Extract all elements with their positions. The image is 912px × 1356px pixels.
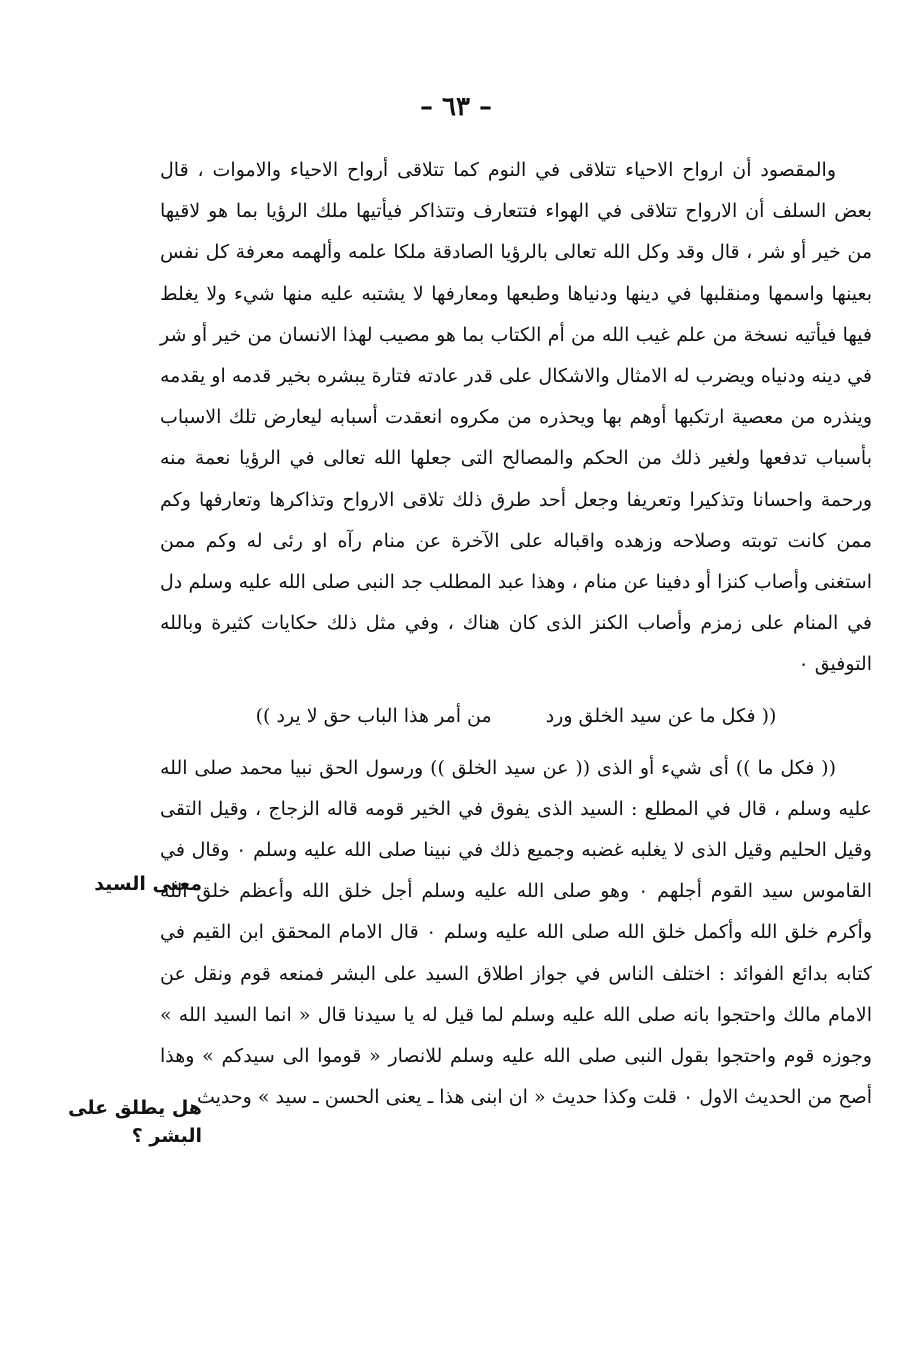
sidenote-meaning-of-sayyid: معنى السيد bbox=[94, 873, 202, 895]
sidenote-applied-to-humans: هل يطلق على البشر ؟ bbox=[68, 1097, 202, 1147]
paragraph-1: والمقصود أن ارواح الاحياء تتلاقى في النوم كما تتلاقى أرواح الاحياء والاموات ، قال بعض السلف أن الارواح تتلاقى في الهواء فتتعارف وتتذاكر فيأتيها ملك الرؤيا بما هو لاقيها من خير أو شر ، قال وقد وكل الله تعالى بالرؤيا الصادقة ملكا علمه وألهمه معرفة كل نفس بعينها واسمها ومنقلبها في دينها ودنياها وطبعها ومعارفها لا يشتبه عليه منها شيء ولا يغلط فيها فيأتيه نسخة من علم غيب الله من أم الكتاب بما هو مصيب لهذا الانسان من خير أو شر في دينه ودنياه ويضرب له الامثال والاشكال على قدر عادته فتارة يبشره بخير قدمه او يقدمه وينذره من معصية ارتكبها أوهم بها ويحذره من مكروه انعقدت أسبابه ليعارض تلك الاسباب بأسباب تدفعها ولغير ذلك من الحكم والمصالح التى جعلها الله تعالى في الرؤيا نعمة منه ورحمة واحسانا وتذكيرا وتعريفا وجعل أحد طرق ذلك تلاقى الارواح وتذاكرها وتعارفها وكم ممن كانت توبته وصلاحه وزهده واقباله على الآخرة عن منام رآه او رئى له وكم ممن استغنى وأصاب كنزا أو دفينا عن منام ، وهذا عبد المطلب جد النبى صلى الله عليه وسلم دل في المنام على زمزم وأصاب الكنز الذى كان هناك ، وفي مثل ذلك حكايات كثيرة وبالله التوفيق ٠ bbox=[160, 159, 872, 676]
verse-hemistich-1: (( فكل ما عن سيد الخلق ورد bbox=[545, 704, 777, 727]
verse-hemistich-2: من أمر هذا الباب حق لا يرد )) bbox=[255, 704, 492, 727]
main-text bbox=[160, 150, 872, 1118]
page-number: – ٦٣ – bbox=[419, 92, 493, 122]
verse-line bbox=[160, 696, 872, 736]
paragraph-2: (( فكل ما )) أى شيء أو الذى (( عن سيد الخلق )) ورسول الحق نبيا محمد صلى الله عليه وسلم ، قال في المطلع : السيد الذى يفوق في الخير قومه قاله الزجاج ، وقيل التقى وقيل الحليم وقيل الذى لا يغلبه غضبه وجميع ذلك في نبينا صلى الله عليه وسلم ٠ وقال في القاموس سيد القوم أجلهم ٠ وهو صلى الله عليه وسلم أجل خلق الله وأعظم خلق الله وأكرم خلق الله وأكمل خلق الله صلى الله عليه وسلم ٠ قال الامام المحقق ابن القيم في كتابه بدائع الفوائد : اختلف الناس في جواز اطلاق السيد على البشر فمنعه قوم ونقل عن الامام مالك واحتجوا بانه صلى الله عليه وسلم لما قيل له يا سيدنا قال « انما السيد الله » وجوزه قوم واحتجوا بقول النبى صلى الله عليه وسلم للانصار « قوموا الى سيدكم » وهذا أصح من الحديث الاول ٠ قلت وكذا حديث « ان ابنى هذا ـ يعنى الحسن ـ سيد » وحديث bbox=[160, 756, 873, 1109]
